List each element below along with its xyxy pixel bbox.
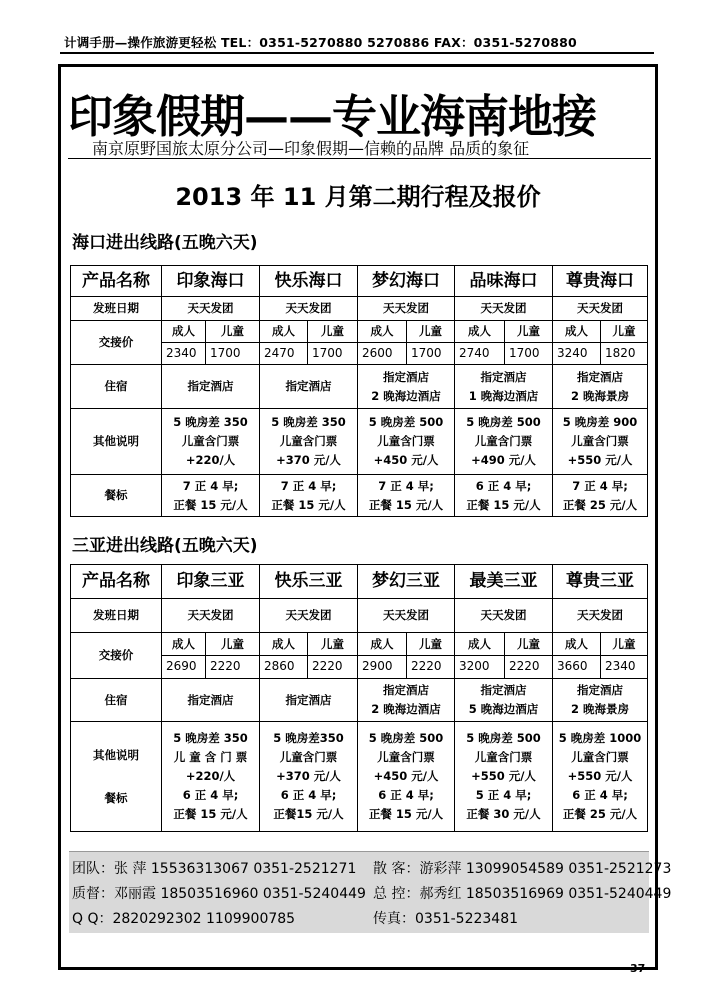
adult-price: 2740 xyxy=(455,343,505,365)
table-row-product xyxy=(71,266,648,297)
departure-value: 天天发团 xyxy=(553,297,648,321)
adult-label: 成人 xyxy=(455,321,505,343)
adult-price: 3660 xyxy=(553,656,601,679)
child-price: 2220 xyxy=(505,656,553,679)
hotel-cell xyxy=(455,679,553,722)
notes-line: 儿童含门票 xyxy=(377,750,435,765)
hotel-line: 2 晚海景房 xyxy=(570,388,629,403)
table-row-hotel xyxy=(71,679,648,722)
adult-price: 3240 xyxy=(553,343,601,365)
header-divider xyxy=(60,52,654,54)
row-label-meals: 餐标 xyxy=(71,475,162,517)
meals-line: 6 正 4 早; xyxy=(572,787,628,802)
hotel-line: 2 晚海边酒店 xyxy=(371,388,441,403)
main-title: 2013 年 11 月第二期行程及报价 xyxy=(175,183,541,211)
child-price: 1700 xyxy=(505,343,553,365)
meals-cell xyxy=(455,475,553,517)
adult-price: 2340 xyxy=(162,343,206,365)
hotel-line: 指定酒店 xyxy=(577,683,623,698)
meals-line: 正餐 25 元/人 xyxy=(562,497,638,512)
hotel-line: 5 晚海边酒店 xyxy=(468,702,539,716)
notes-line: +220/人 xyxy=(185,769,236,784)
child-label: 儿童 xyxy=(505,321,553,343)
departure-value: 天天发团 xyxy=(162,599,260,633)
tagline-divider xyxy=(68,158,651,159)
table-row-notes xyxy=(71,409,648,475)
hotel-line: 1 晚海边酒店 xyxy=(468,388,539,403)
meals-line: 7 正 4 早; xyxy=(182,478,239,493)
section-title-sanya: 三亚进出线路(五晚六天) xyxy=(72,536,258,556)
adult-price: 2900 xyxy=(358,656,407,679)
notes-line: 儿 童 含 门 票 xyxy=(173,750,248,765)
meals-cell xyxy=(553,475,648,517)
adult-price: 2690 xyxy=(162,656,206,679)
child-price: 2220 xyxy=(308,656,358,679)
product-name: 印象三亚 xyxy=(162,565,260,599)
meals-line: 正餐 30 元/人 xyxy=(466,806,541,821)
notes-line: +450 元/人 xyxy=(373,769,439,784)
hotel-cell xyxy=(162,365,260,409)
notes-line: +370 元/人 xyxy=(276,452,341,467)
meals-line: 6 正 4 早; xyxy=(182,787,239,802)
section-title-haikou: 海口进出线路(五晚六天) xyxy=(72,233,258,253)
notes-cell xyxy=(260,409,358,475)
meals-line: 7 正 4 早; xyxy=(378,478,434,493)
table-row-departure xyxy=(71,599,648,633)
hotel-cell xyxy=(358,679,455,722)
table-row-price-labels xyxy=(71,321,648,343)
row-label-hotel: 住宿 xyxy=(71,365,162,409)
hotel-line: 指定酒店 xyxy=(383,369,429,384)
table-row-notes-meals xyxy=(71,722,648,832)
notes-line: 5 晚房差350 xyxy=(273,731,344,746)
header-contact-line: 计调手册—操作旅游更轻松 TEL：0351-5270880 5270886 FAX：0351-5270880 xyxy=(64,35,577,50)
meals-line: 7 正 4 早; xyxy=(572,478,628,493)
hotel-line: 指定酒店 xyxy=(285,379,332,394)
hotel-line: 指定酒店 xyxy=(383,683,429,698)
notes-line: +220/人 xyxy=(185,452,236,467)
notes-line: 5 晚房差 500 xyxy=(466,415,541,430)
price-table-haikou xyxy=(70,265,648,517)
notes-cell xyxy=(358,722,455,832)
meals-line: 正餐 25 元/人 xyxy=(562,806,638,821)
row-label-product: 产品名称 xyxy=(71,565,162,599)
notes-line: 儿童含门票 xyxy=(474,750,533,765)
child-label: 儿童 xyxy=(601,321,648,343)
meals-line: 正餐 15 元/人 xyxy=(466,497,541,512)
departure-value: 天天发团 xyxy=(358,599,455,633)
price-table-sanya xyxy=(70,564,648,832)
row-label-notes: 其他说明 xyxy=(71,409,162,475)
hotel-cell xyxy=(260,679,358,722)
notes-line: 儿童含门票 xyxy=(181,434,240,449)
hotel-cell xyxy=(455,365,553,409)
row-label-price: 交接价 xyxy=(71,321,162,365)
adult-price: 2600 xyxy=(358,343,407,365)
adult-label: 成人 xyxy=(162,633,206,656)
hotel-line: 指定酒店 xyxy=(480,683,527,698)
notes-line: +370 元/人 xyxy=(276,769,341,784)
notes-line: +450 元/人 xyxy=(373,452,439,467)
notes-line: 5 晚房差 1000 xyxy=(558,731,642,746)
hotel-line: 2 晚海边酒店 xyxy=(371,702,441,716)
notes-line: 儿童含门票 xyxy=(571,434,629,449)
meals-line: 7 正 4 早; xyxy=(280,478,337,493)
adult-label: 成人 xyxy=(162,321,206,343)
table-row-departure xyxy=(71,297,648,321)
meals-line: 正餐 15 元/人 xyxy=(173,806,248,821)
child-price: 2220 xyxy=(206,656,260,679)
notes-line: +550 元/人 xyxy=(471,769,536,784)
notes-line: 儿童含门票 xyxy=(279,750,338,765)
child-label: 儿童 xyxy=(206,321,260,343)
contact-team: 团队：张 萍 15536313067 0351-2521271 xyxy=(72,861,357,877)
notes-cell xyxy=(455,722,553,832)
notes-cell xyxy=(162,409,260,475)
brand-tagline: 南京原野国旅太原分公司—印象假期—信赖的品牌 品质的象征 xyxy=(92,139,530,158)
meals-line: 正餐15 元/人 xyxy=(273,806,344,821)
meals-line: 6 正 4 早; xyxy=(378,787,434,802)
child-price: 1820 xyxy=(601,343,648,365)
meals-cell xyxy=(162,475,260,517)
notes-cell xyxy=(553,409,648,475)
adult-price: 2470 xyxy=(260,343,308,365)
notes-line: 儿童含门票 xyxy=(377,434,435,449)
child-label: 儿童 xyxy=(505,633,553,656)
departure-value: 天天发团 xyxy=(260,599,358,633)
adult-price: 2860 xyxy=(260,656,308,679)
row-label-notes-meals xyxy=(71,722,162,832)
child-price: 1700 xyxy=(407,343,455,365)
product-name: 品味海口 xyxy=(455,266,553,297)
hotel-line: 指定酒店 xyxy=(187,692,234,707)
notes-line: 5 晚房差 500 xyxy=(466,731,541,746)
departure-value: 天天发团 xyxy=(162,297,260,321)
hotel-line: 2 晚海景房 xyxy=(570,702,629,716)
child-label: 儿童 xyxy=(308,321,358,343)
notes-cell xyxy=(162,722,260,832)
departure-value: 天天发团 xyxy=(358,297,455,321)
notes-line: 5 晚房差 350 xyxy=(173,415,248,430)
hotel-line: 指定酒店 xyxy=(480,369,527,384)
notes-line: +490 元/人 xyxy=(471,452,536,467)
product-name: 快乐三亚 xyxy=(260,565,358,599)
child-price: 2220 xyxy=(407,656,455,679)
hotel-line: 指定酒店 xyxy=(187,379,234,394)
contact-fax: 传真：0351-5223481 xyxy=(373,911,519,927)
notes-cell xyxy=(260,722,358,832)
row-label-price: 交接价 xyxy=(71,633,162,679)
row-label-departure: 发班日期 xyxy=(71,297,162,321)
child-label: 儿童 xyxy=(601,633,648,656)
meals-cell xyxy=(260,475,358,517)
notes-line: 儿童含门票 xyxy=(279,434,338,449)
child-label: 儿童 xyxy=(407,633,455,656)
notes-line: 儿童含门票 xyxy=(571,750,629,765)
meals-line: 正餐 15 元/人 xyxy=(271,497,346,512)
hotel-line: 指定酒店 xyxy=(285,692,332,707)
adult-label: 成人 xyxy=(455,633,505,656)
product-name: 快乐海口 xyxy=(260,266,358,297)
notes-line: 儿童含门票 xyxy=(474,434,533,449)
adult-price: 3200 xyxy=(455,656,505,679)
row-label-meals: 餐标 xyxy=(104,790,128,805)
page-number: · 37 · xyxy=(622,962,654,975)
adult-label: 成人 xyxy=(553,633,601,656)
adult-label: 成人 xyxy=(260,633,308,656)
departure-value: 天天发团 xyxy=(455,599,553,633)
notes-line: +550 元/人 xyxy=(567,452,633,467)
meals-line: 正餐 15 元/人 xyxy=(368,497,444,512)
meals-line: 6 正 4 早; xyxy=(280,787,337,802)
meals-line: 6 正 4 早; xyxy=(475,478,532,493)
notes-line: 5 晚房差 500 xyxy=(368,731,444,746)
product-name: 印象海口 xyxy=(162,266,260,297)
child-price: 1700 xyxy=(308,343,358,365)
adult-label: 成人 xyxy=(358,321,407,343)
hotel-line: 指定酒店 xyxy=(577,369,623,384)
notes-cell xyxy=(358,409,455,475)
contact-box xyxy=(69,851,672,933)
product-name: 梦幻三亚 xyxy=(358,565,455,599)
notes-line: 5 晚房差 350 xyxy=(271,415,346,430)
brand-title: 印象假期——专业海南地接 xyxy=(68,90,597,143)
notes-line: 5 晚房差 900 xyxy=(562,415,638,430)
adult-label: 成人 xyxy=(553,321,601,343)
table-row-price-labels xyxy=(71,633,648,656)
hotel-cell xyxy=(553,365,648,409)
notes-line: 5 晚房差 350 xyxy=(173,731,248,746)
product-name: 最美三亚 xyxy=(455,565,553,599)
departure-value: 天天发团 xyxy=(455,297,553,321)
meals-line: 正餐 15 元/人 xyxy=(173,497,248,512)
hotel-cell xyxy=(260,365,358,409)
child-label: 儿童 xyxy=(308,633,358,656)
adult-label: 成人 xyxy=(260,321,308,343)
notes-line: +550 元/人 xyxy=(567,769,633,784)
child-label: 儿童 xyxy=(206,633,260,656)
product-name: 梦幻海口 xyxy=(358,266,455,297)
hotel-cell xyxy=(162,679,260,722)
child-price: 2340 xyxy=(601,656,648,679)
contact-quality: 质督：邓丽霞 18503516960 0351-5240449 xyxy=(72,886,366,902)
adult-label: 成人 xyxy=(358,633,407,656)
row-label-departure: 发班日期 xyxy=(71,599,162,633)
row-label-notes: 其他说明 xyxy=(93,747,139,762)
product-name: 尊贵三亚 xyxy=(553,565,648,599)
notes-line: 5 晚房差 500 xyxy=(368,415,444,430)
table-row-product xyxy=(71,565,648,599)
contact-control: 总 控：郝秀红 18503516969 0351-5240449 xyxy=(373,886,672,902)
meals-line: 5 正 4 早; xyxy=(475,787,532,802)
notes-cell xyxy=(455,409,553,475)
contact-qq: Q Q：2820292302 1109900785 xyxy=(72,911,296,927)
table-row-meals xyxy=(71,475,648,517)
contact-individual: 散 客：游彩萍 13099054589 0351-2521273 xyxy=(373,861,672,877)
hotel-cell xyxy=(553,679,648,722)
row-label-hotel: 住宿 xyxy=(71,679,162,722)
child-label: 儿童 xyxy=(407,321,455,343)
notes-cell xyxy=(553,722,648,832)
hotel-cell xyxy=(358,365,455,409)
product-name: 尊贵海口 xyxy=(553,266,648,297)
departure-value: 天天发团 xyxy=(260,297,358,321)
meals-line: 正餐 15 元/人 xyxy=(368,806,444,821)
table-row-hotel xyxy=(71,365,648,409)
departure-value: 天天发团 xyxy=(553,599,648,633)
row-label-product: 产品名称 xyxy=(71,266,162,297)
child-price: 1700 xyxy=(206,343,260,365)
meals-cell xyxy=(358,475,455,517)
